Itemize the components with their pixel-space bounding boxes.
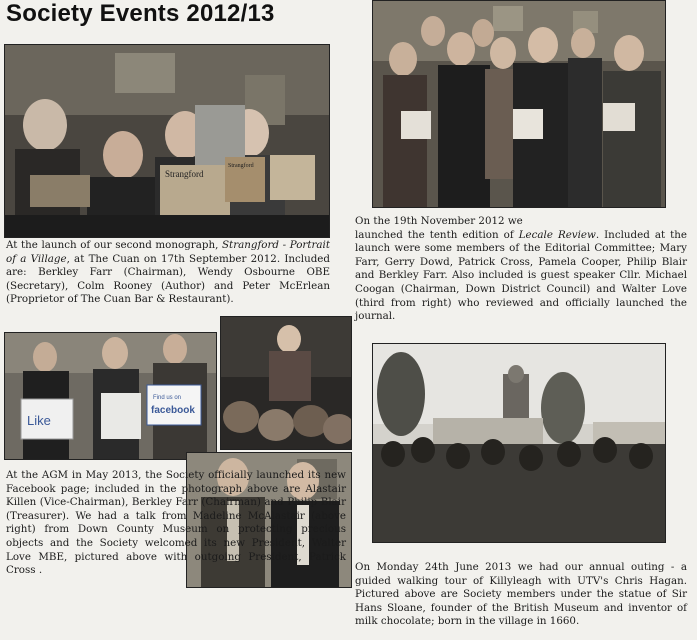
caption-strangford-after: , at The Cuan on 17th September 2012. Included are: Berkley Farr (Chairman), Wendy Osbourne OBE (Secretary), Colm Rooney (Author) and Peter McErlean (Proprietor of The Cuan Bar & Restaurant). bbox=[6, 252, 330, 306]
photo-madeline-talk bbox=[220, 316, 352, 450]
caption-agm-text: At the AGM in May 2013, the Society officially launched its new Facebook page; included in the photograph above are Alastair Killen (Vice-Chairman), Berkley Farr (Chairman) and Philip Blair (Treasurer). We had a talk from Madeline McAlastair (above right) from Down County Museum on protecting precious objects and the Society welcomed its new President, Walter Love MBE, pictured above with outgoing President, Patrick Cross . bbox=[6, 469, 346, 577]
caption-lecale-before: launched the tenth edition of bbox=[355, 228, 519, 241]
caption-lecale-title: Lecale Review bbox=[518, 228, 596, 241]
caption-strangford-title: Strangford - Portrait of a Village bbox=[6, 239, 330, 265]
photo-facebook-launch bbox=[4, 332, 217, 460]
caption-agm bbox=[6, 469, 346, 578]
caption-lecale-after: . Included at the launch were some members of the Editorial Committee; Mary Farr, Gerry Dowd, Patrick Cross, Pamela Cooper, Philip Blair and Berkley Farr. Also included is guest speaker Cllr. Michael Coogan (Chairman, Down District Council) and Walter Love (third from right) who reviewed and officially launched the journal. bbox=[355, 228, 687, 323]
caption-outing-text: On Monday 24th June 2013 we had our annual outing - a guided walking tour of Killyleagh with UTV's Chris Hagan. Pictured above are Society members under the statue of Sir Hans Sloane, founder of the British Museum and inventor of milk chocolate; born in the village in 1660. bbox=[355, 561, 687, 628]
caption-lecale-review bbox=[355, 215, 687, 324]
book-cover-title: Strangford bbox=[165, 169, 204, 179]
caption-strangford-before: At the launch of our second monograph, bbox=[6, 239, 222, 251]
photo-killyleagh-outing bbox=[372, 343, 666, 543]
photo-lecale-review-launch bbox=[372, 0, 666, 208]
caption-killyleagh-outing bbox=[355, 561, 687, 629]
book-cover-small-title: Strangford bbox=[228, 163, 254, 169]
caption-lecale-line1: On the 19th November 2012 we bbox=[355, 215, 523, 227]
facebook-sign-top-text: Find us on bbox=[153, 395, 182, 401]
page-title: Society Events 2012/13 bbox=[6, 0, 275, 27]
photo-strangford-launch bbox=[4, 44, 330, 238]
facebook-sign-text: facebook bbox=[151, 405, 195, 416]
like-sign-text: Like bbox=[27, 413, 51, 428]
caption-strangford-launch bbox=[6, 239, 330, 307]
